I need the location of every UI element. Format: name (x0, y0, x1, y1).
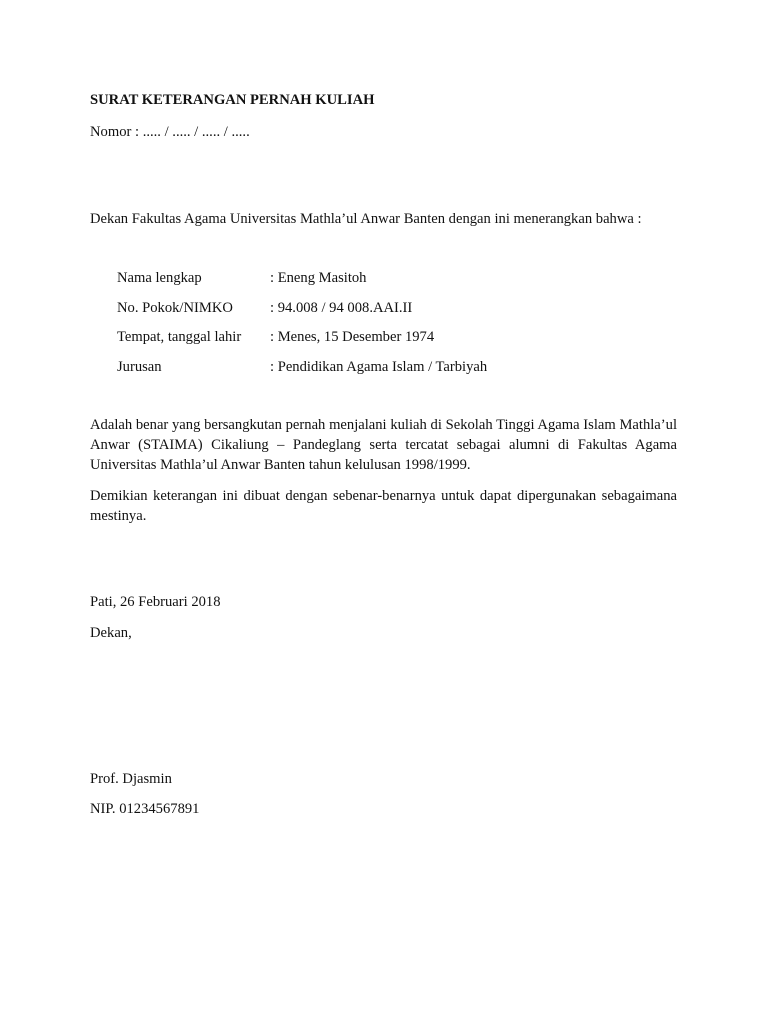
field-label-birth: Tempat, tanggal lahir (117, 329, 242, 345)
field-value-major: : Pendidikan Agama Islam / Tarbiyah (270, 359, 488, 375)
letter-number: Nomor : ..... / ..... / ..... / ..... (90, 124, 250, 140)
statement-paragraph: Adalah benar yang bersangkutan pernah menjalani kuliah di Sekolah Tinggi Agama Islam Mathla’ul Anwar (STAIMA) Cikaliung – Pandeglang serta tercatat sebagai alumni di Fakultas Agama Universitas Mathla’ul Anwar Banten tahun kelulusan 1998/1999. (90, 417, 677, 473)
field-label-nimko: No. Pokok/NIMKO (117, 300, 233, 316)
field-value-name: : Eneng Masitoh (270, 270, 367, 286)
signer-nip: NIP. 01234567891 (90, 801, 200, 817)
field-label-major: Jurusan (117, 359, 162, 375)
closing-paragraph: Demikian keterangan ini dibuat dengan sebenar-benarnya untuk dapat dipergunakan sebagaimana mestinya. (90, 488, 677, 524)
place-date: Pati, 26 Februari 2018 (90, 594, 221, 610)
field-value-birth: : Menes, 15 Desember 1974 (270, 329, 435, 345)
signer-position: Dekan, (90, 625, 132, 641)
field-value-nimko: : 94.008 / 94 008.AAI.II (270, 300, 413, 316)
field-label-name: Nama lengkap (117, 270, 202, 286)
signer-name: Prof. Djasmin (90, 771, 172, 787)
letter-title: SURAT KETERANGAN PERNAH KULIAH (90, 92, 375, 108)
intro-text: Dekan Fakultas Agama Universitas Mathla’ul Anwar Banten dengan ini menerangkan bahwa : (90, 211, 642, 227)
